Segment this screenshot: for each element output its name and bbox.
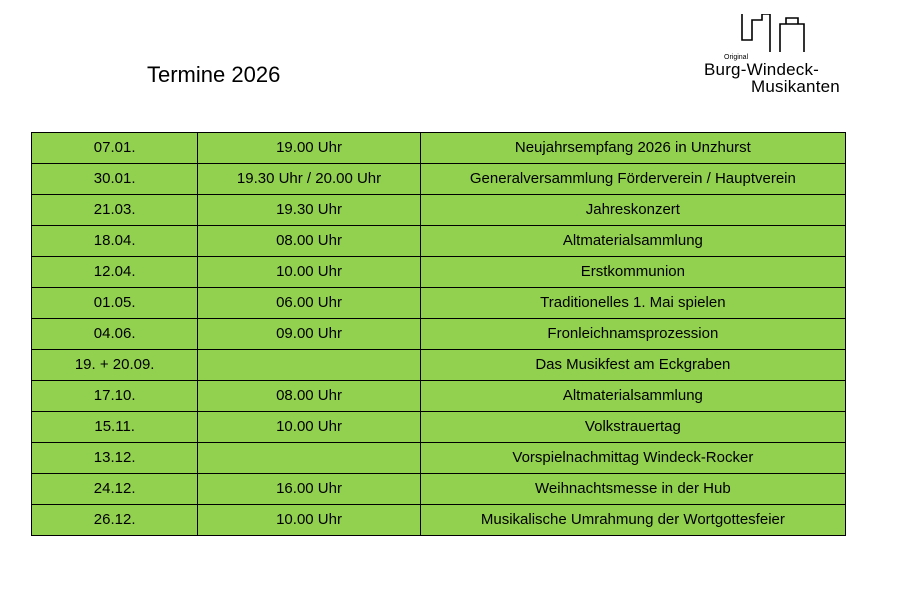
table-row [32, 133, 846, 164]
table-row [32, 381, 846, 412]
event-name: Vorspielnachmittag Windeck-Rocker [420, 443, 845, 474]
event-date: 30.01. [32, 164, 198, 195]
table-row [32, 474, 846, 505]
event-date: 24.12. [32, 474, 198, 505]
event-name: Volkstrauertag [420, 412, 845, 443]
event-time: 06.00 Uhr [198, 288, 420, 319]
table-row [32, 350, 846, 381]
event-name: Fronleichnamsprozession [420, 319, 845, 350]
event-name: Traditionelles 1. Mai spielen [420, 288, 845, 319]
event-time: 19.00 Uhr [198, 133, 420, 164]
logo-line-2: Musikanten [751, 77, 840, 96]
event-name: Jahreskonzert [420, 195, 845, 226]
logo-line-1: Burg-Windeck- [704, 60, 820, 79]
event-date: 18.04. [32, 226, 198, 257]
event-date: 01.05. [32, 288, 198, 319]
logo-small-text: Original [724, 54, 749, 61]
page-title: Termine 2026 [147, 62, 281, 87]
event-name: Erstkommunion [420, 257, 845, 288]
event-date: 13.12. [32, 443, 198, 474]
event-name: Altmaterialsammlung [420, 226, 845, 257]
event-name: Generalversammlung Förderverein / Hauptverein [420, 164, 845, 195]
table-row [32, 257, 846, 288]
event-name: Altmaterialsammlung [420, 381, 845, 412]
table-row [32, 226, 846, 257]
castle-icon [740, 14, 810, 54]
event-date: 12.04. [32, 257, 198, 288]
table-row [32, 195, 846, 226]
event-time: 16.00 Uhr [198, 474, 420, 505]
event-time [198, 443, 420, 474]
event-name: Das Musikfest am Eckgraben [420, 350, 845, 381]
event-time: 10.00 Uhr [198, 505, 420, 536]
event-name: Neujahrsempfang 2026 in Unzhurst [420, 133, 845, 164]
event-date: 26.12. [32, 505, 198, 536]
event-date: 15.11. [32, 412, 198, 443]
event-date: 17.10. [32, 381, 198, 412]
table-row [32, 443, 846, 474]
event-date: 19. + 20.09. [32, 350, 198, 381]
event-time: 08.00 Uhr [198, 381, 420, 412]
event-name: Weihnachtsmesse in der Hub [420, 474, 845, 505]
table-row [32, 319, 846, 350]
event-time: 08.00 Uhr [198, 226, 420, 257]
table-row [32, 164, 846, 195]
event-time: 10.00 Uhr [198, 412, 420, 443]
table-row [32, 412, 846, 443]
event-date: 07.01. [32, 133, 198, 164]
event-time: 10.00 Uhr [198, 257, 420, 288]
event-time [198, 350, 420, 381]
event-date: 21.03. [32, 195, 198, 226]
event-time: 19.30 Uhr / 20.00 Uhr [198, 164, 420, 195]
events-table [31, 132, 846, 536]
logo [700, 14, 860, 104]
event-time: 09.00 Uhr [198, 319, 420, 350]
event-name: Musikalische Umrahmung der Wortgottesfeier [420, 505, 845, 536]
event-date: 04.06. [32, 319, 198, 350]
table-row [32, 505, 846, 536]
table-row [32, 288, 846, 319]
event-time: 19.30 Uhr [198, 195, 420, 226]
